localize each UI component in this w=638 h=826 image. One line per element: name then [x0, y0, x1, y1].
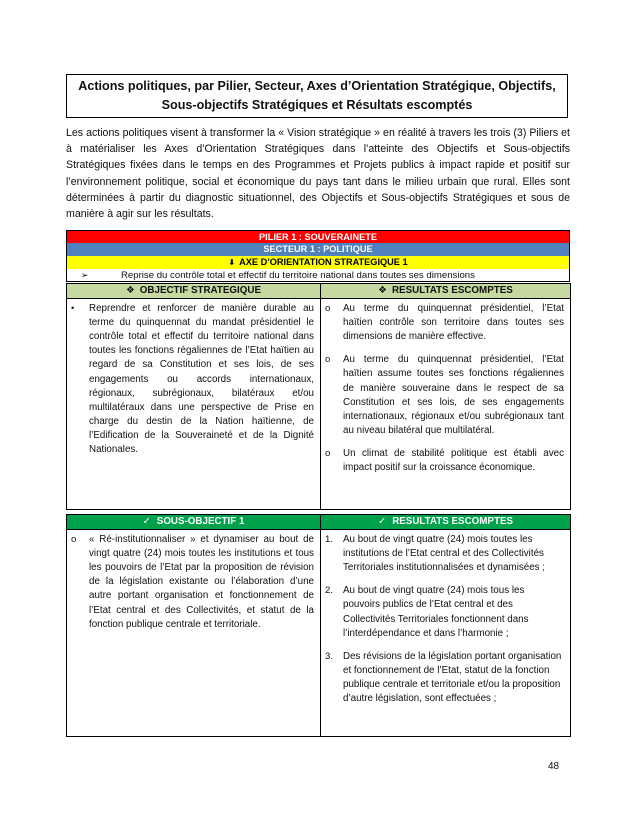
sous-objectif-header-label: SOUS-OBJECTIF 1: [156, 516, 245, 527]
intro-paragraph: Les actions politiques visent à transformer la « Vision stratégique » en réalité à travers les trois (3) Piliers et à matérialiser les Axes d’Orientation Stratégiques dans l’atteinte des Objectifs et Sous-objectifs Stratégiques fixées dans le temps en des Programmes et Projets publics à impact rapide et positif sur l’environnement politique, social et économique du pays tant dans le milieu urbain que rural. Elles sont déterminées à partir du diagnostic situationnel, des Objectifs et Sous-objectifs Stratégiques et sous de manière à agir sur les résultats.: [66, 127, 570, 221]
resultats-cell: [321, 299, 571, 510]
title-line-1: Actions politiques, par Pilier, Secteur, Axes d’Orientation Stratégique, Objectifs,: [78, 79, 556, 93]
item-number: 3.: [325, 650, 334, 662]
sous-objectif-text: « Ré-institutionnaliser » et dynamiser au bout de vingt quatre (24) mois toutes les institutions et tous les pouvoirs de l’Etat par la proposition de révision de la législation existante ou l’élaboration d’une autre portant organisation et fonctionnement de l’Etat central et des Collectivités, et statut de la fonction publique centrale et territoriale.: [89, 534, 314, 630]
resultats-2-cell: [321, 530, 571, 737]
down-arrow-icon: ⬇: [228, 258, 236, 267]
item-number: 1.: [325, 534, 334, 546]
item-number: 2.: [325, 585, 334, 597]
resultat-item: [325, 302, 564, 344]
page-number: 48: [548, 761, 560, 772]
sous-objectif-table: [66, 514, 571, 737]
axe-label: AXE D’ORIENTATION STRATEGIQUE 1: [239, 257, 408, 267]
resultat-item: [325, 353, 564, 438]
resultat-item: [325, 447, 564, 475]
objectif-cell: [67, 299, 321, 510]
arrow-bullet-icon: ➢: [81, 270, 89, 280]
title-line-2: Sous-objectifs Stratégiques et Résultats escomptés: [161, 98, 473, 112]
circle-bullet-icon: o: [325, 354, 331, 366]
resultats-header-2-label: RESULTATS ESCOMPTES: [392, 516, 514, 527]
document-title: [66, 74, 568, 118]
sous-objectif-content-row: [67, 530, 571, 737]
sous-objectif-header-row: [67, 515, 571, 530]
circle-bullet-icon: o: [71, 534, 77, 546]
circle-bullet-icon: o: [325, 303, 331, 315]
resultat-2-text: Au bout de vingt quatre (24) mois toutes les institutions de l’Etat central et des Collectivités Territoriales institutionnalisées et dynamisées ;: [343, 534, 546, 574]
resultat-2-item: [325, 533, 564, 575]
circle-bullet-icon: o: [325, 447, 331, 459]
resultat-2-item: [325, 650, 564, 706]
resultat-text: Un climat de stabilité politique est établi avec impact positif sur la croissance économique.: [343, 447, 564, 474]
bullet-icon: •: [71, 303, 75, 315]
objectif-text: Reprendre et renforcer de manière durable au terme du quinquennat du mandat présidentiel le contrôle total et effectif du territoire national dans toutes les fonctions régaliennes de l’Etat haïtien au regard de sa Constitution et ses lois, de ses engagements ou accords internationaux, régionaux, subrégionaux, bilatéraux et/ou multilatéraux dans une perspective de Prise en charge du destin de la Nation haïtienne, de l’Edification de la Souveraineté et de la Dignité Nationales.: [89, 303, 314, 456]
diamond-icon: ❖: [378, 285, 387, 296]
objectif-header-label: OBJECTIF STRATEGIQUE: [139, 285, 261, 296]
check-icon: ✓: [377, 516, 387, 527]
resultats-header-label: RESULTATS ESCOMPTES: [391, 285, 513, 296]
resultat-text: Au terme du quinquennat présidentiel, l’Etat haïtien contrôle son territoire dans toutes ses dimensions de manière effective.: [343, 303, 564, 343]
secteur-banner: SECTEUR 1 : POLITIQUE: [66, 243, 570, 256]
resultat-2-item: [325, 584, 564, 640]
reprise-row: [66, 269, 570, 282]
diamond-icon: ❖: [126, 285, 135, 296]
resultats-header: [321, 284, 571, 299]
resultats-header-2: [321, 515, 571, 530]
objectif-content-row: [67, 299, 571, 510]
resultat-2-text: Au bout de vingt quatre (24) mois tous les pouvoirs publics de l’Etat central et des Collectivités Territoriales fonctionnent dans l’interdépendance et dans l’harmonie ;: [343, 585, 529, 639]
objectif-header: [67, 284, 321, 299]
reprise-text: Reprise du contrôle total et effectif du territoire national dans toutes ses dimensions: [121, 270, 475, 281]
pilier-banner: PILIER 1 : SOUVERAINETE: [66, 230, 570, 243]
sous-objectif-cell: [67, 530, 321, 737]
resultat-2-text: Des révisions de la législation portant organisation et fonctionnement de l’Etat, statut de la fonction publique centrale et territoriale et/ou la proposition d’autre législation, sont effectuées ;: [343, 650, 562, 705]
sous-objectif-header: [67, 515, 321, 530]
axe-banner: [66, 256, 570, 269]
objectif-header-row: [67, 284, 571, 299]
objectif-table: [66, 283, 571, 510]
resultat-text: Au terme du quinquennat présidentiel, l’Etat haïtien assume toutes ses fonctions régaliennes de manière souveraine dans le respect de sa Constitution et ses lois, de ses engagements internationaux, régionaux et/ou subrégionaux tant au niveau bilatéral que multilatéral.: [343, 354, 564, 436]
check-icon: ✓: [142, 516, 151, 527]
